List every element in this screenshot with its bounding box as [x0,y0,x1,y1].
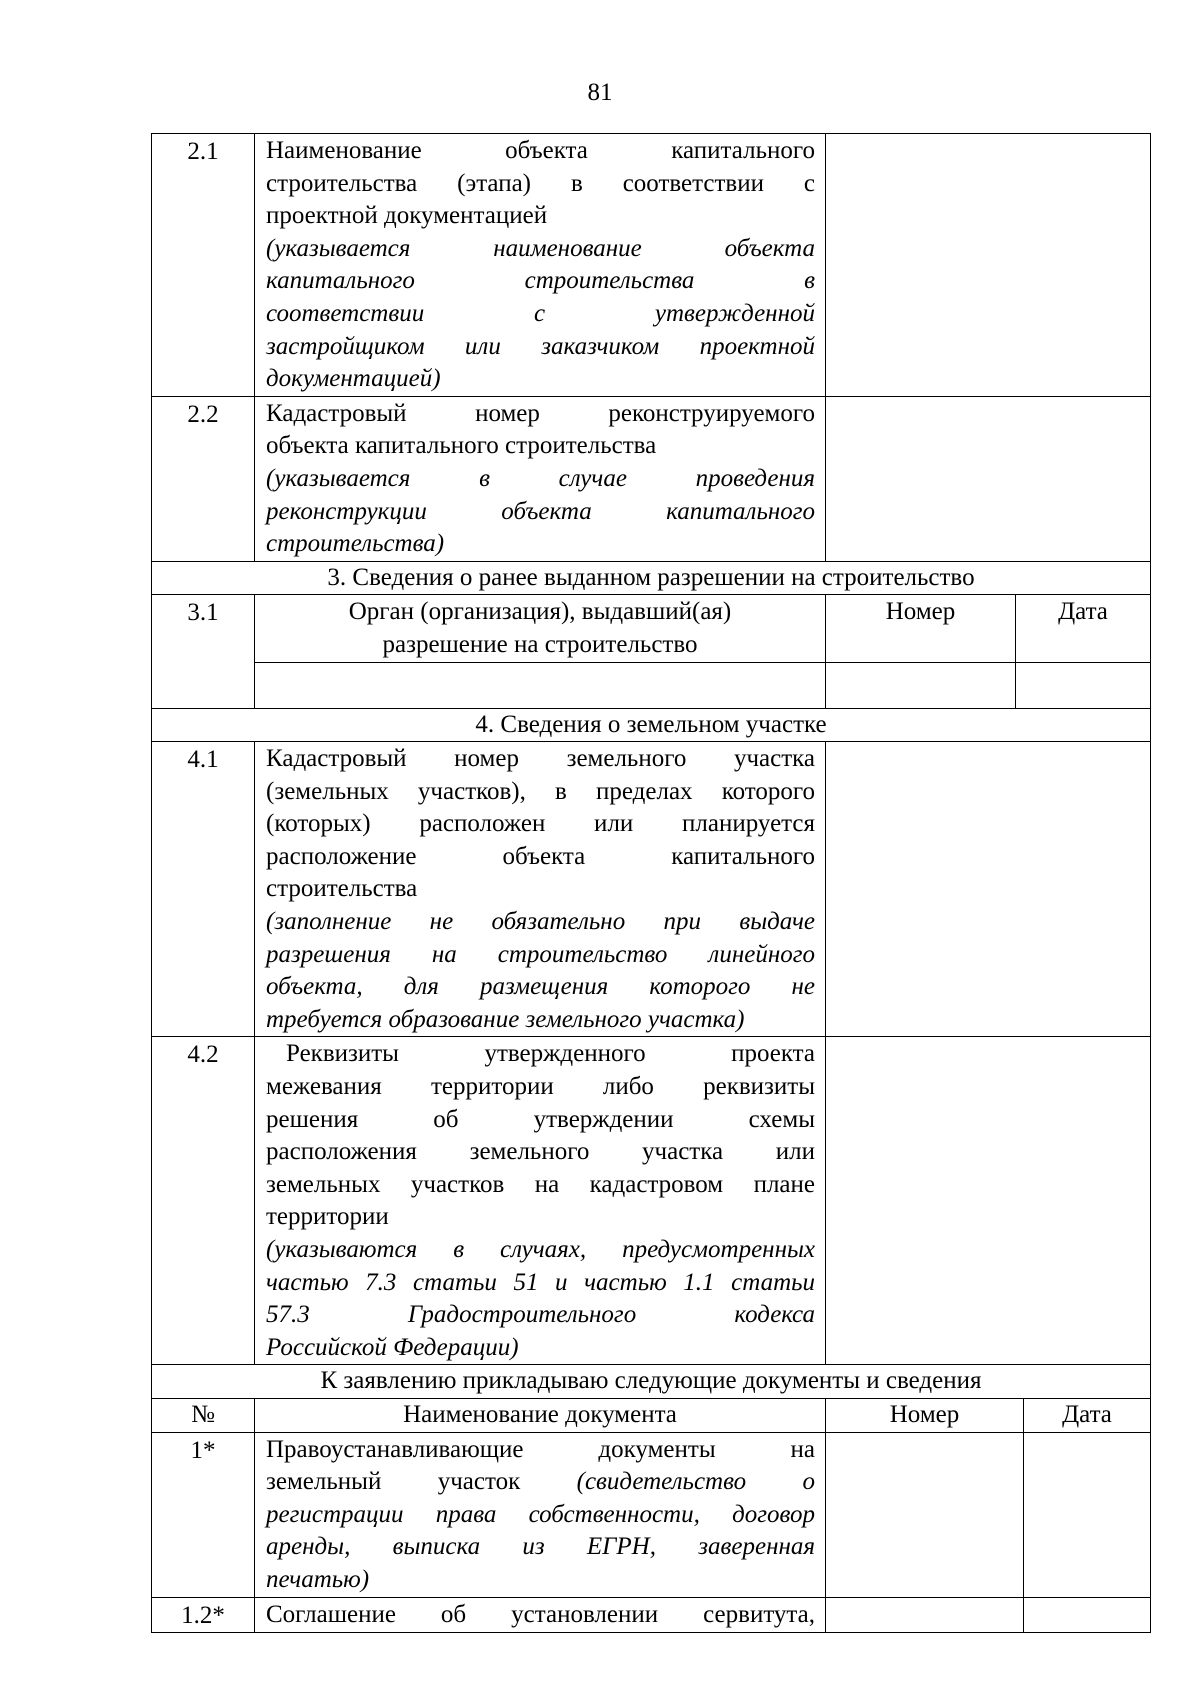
label-line: проектной документацией [266,202,548,230]
application-form-table [151,133,1151,1633]
field-label [255,742,826,1037]
document-name [255,1597,826,1633]
organ-field[interactable] [255,662,826,708]
row-number: 1.2* [152,1597,255,1633]
table-row [152,1398,1151,1432]
note-line: аренды, выписка из ЕГРН, заверенная [266,1533,815,1561]
label-line: Правоустанавливающие документы на [266,1435,815,1463]
label-line: решения об утверждении схемы [266,1105,815,1133]
value-field[interactable] [826,134,1151,397]
column-header-number: Номер [826,1398,1024,1432]
note-line: 57.3 Градостроительного кодекса [266,1301,815,1329]
table-row [152,1037,1151,1365]
value-field[interactable] [826,396,1151,561]
note-line: объекта, для размещения которого не [266,973,815,1001]
column-header-doc-name: Наименование документа [255,1398,826,1432]
row-number: 4.1 [152,742,255,1037]
row-number: 4.2 [152,1037,255,1365]
section-heading: 4. Сведения о земельном участке [152,708,1151,742]
label-text: земельный участок [266,1468,521,1496]
note-line: (указывается в случае проведения [266,464,815,492]
row-number: 2.1 [152,134,255,397]
date-field[interactable] [1016,662,1151,708]
column-header-num: № [152,1398,255,1432]
label-line: межевания территории либо реквизиты [266,1073,815,1101]
number-field[interactable] [826,662,1016,708]
table-row [152,708,1151,742]
row-number: 3.1 [152,595,255,708]
row-number: 1* [152,1432,255,1597]
note-line: регистрации права собственности, договор [266,1500,815,1528]
number-field[interactable] [826,1597,1024,1633]
field-label [255,396,826,561]
document-name [255,1432,826,1597]
label-line: строительства [266,875,418,903]
table-row [152,1432,1151,1597]
value-field[interactable] [826,1037,1151,1365]
label-line: Наименование объекта капитального [266,137,815,164]
label-line: Реквизиты утвержденного проекта [286,1040,815,1068]
label-line: расположение объекта капитального [266,842,815,870]
table-row [152,662,1151,708]
column-header-date: Дата [1016,595,1151,662]
table-row [152,134,1151,397]
note-line: (заполнение не обязательно при выдаче [266,908,815,936]
table-row [152,396,1151,561]
table-row [152,595,1151,662]
row-number: 2.2 [152,396,255,561]
number-field[interactable] [826,1432,1024,1597]
note-line: требуется образование земельного участка) [266,1005,745,1033]
note-line: реконструкции объекта капитального [266,497,815,525]
column-header-organ: Орган (организация), выдавший(ая) разрешение на строительство [255,595,826,662]
label-line: объекта капитального строительства [266,432,657,460]
note-line: печатью) [266,1565,370,1593]
label-line: расположения земельного участка или [266,1138,815,1166]
table-row [152,561,1151,595]
field-label [255,134,826,397]
note-line: капитального строительства в [266,267,815,295]
note-line: разрешения на строительство линейного [266,940,815,968]
value-field[interactable] [826,742,1151,1037]
label-line: (которых) расположен или планируется [266,810,815,838]
section-heading: 3. Сведения о ранее выданном разрешении на строительство [152,561,1151,595]
note-line: частью 7.3 статьи 51 и частью 1.1 статьи [266,1268,815,1296]
label-line: Кадастровый номер земельного участка [266,745,815,773]
table-row [152,742,1151,1037]
field-label [255,1037,826,1365]
date-field[interactable] [1024,1597,1151,1633]
label-line: земельных участков на кадастровом плане [266,1170,815,1198]
section-heading: К заявлению прикладываю следующие документы и сведения [152,1365,1151,1399]
label-line [266,1466,815,1499]
note-line: соответствии с утвержденной [266,299,815,327]
note-line: (указываются в случаях, предусмотренных [266,1236,815,1263]
table-row [152,1365,1151,1399]
column-header-date: Дата [1024,1398,1151,1432]
label-line: строительства (этапа) в соответствии с [266,169,815,197]
note-line: застройщиком или заказчиком проектной [266,332,815,360]
note-text: (свидетельство о [576,1468,816,1496]
label-line: Соглашение об установлении сервитута, [266,1600,815,1628]
label-line: (земельных участков), в пределах которого [266,777,815,805]
label-line: территории [266,1203,389,1231]
label-line: Кадастровый номер реконструируемого [266,399,815,427]
note-line: (указывается наименование объекта [266,234,815,262]
page-number: 81 [587,79,613,106]
date-field[interactable] [1024,1432,1151,1597]
column-header-number: Номер [826,595,1016,662]
table-row [152,1597,1151,1633]
note-line: строительства) [266,530,445,558]
note-line: документацией) [266,365,441,393]
note-line: Российской Федерации) [266,1333,519,1361]
